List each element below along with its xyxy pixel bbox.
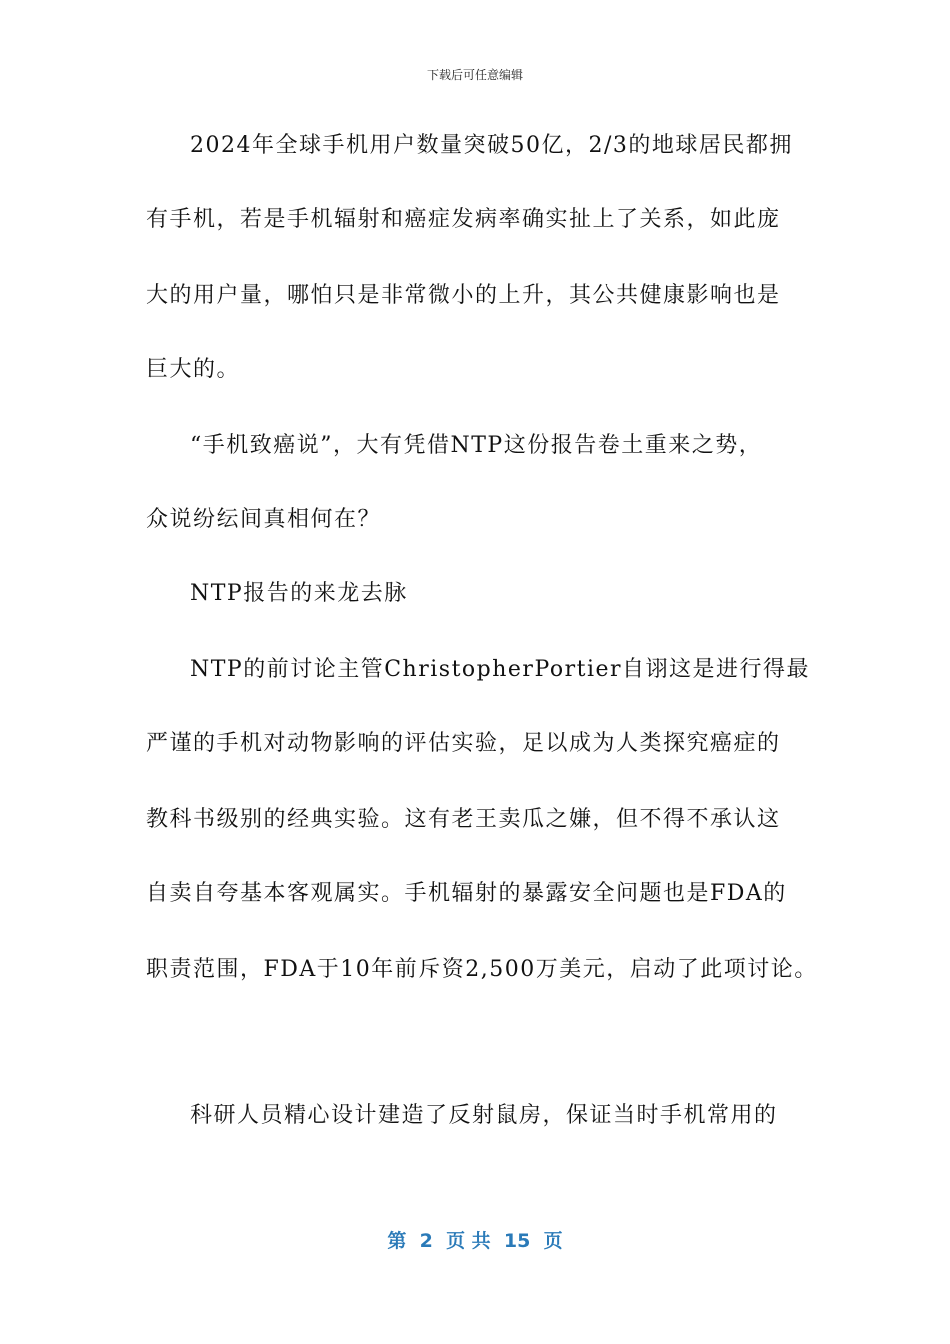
paragraph-3-line-4: 自卖自夸基本客观属实。手机辐射的暴露安全问题也是FDA的	[146, 881, 787, 906]
paragraph-2-line-1: “手机致癌说”，大有凭借NTP这份报告卷土重来之势，	[190, 433, 763, 458]
page-footer: 第 2 页 共 15 页	[387, 1230, 563, 1252]
paragraph-3-line-5: 职责范围，FDA于10年前斥资2,500万美元，启动了此项讨论。	[146, 957, 818, 982]
paragraph-1-line-4: 巨大的。	[146, 357, 241, 382]
paragraph-1-line-3: 大的用户量，哪怕只是非常微小的上升，其公共健康影响也是	[146, 283, 781, 308]
paragraph-1-line-2: 有手机，若是手机辐射和癌症发病率确实扯上了关系，如此庞	[146, 207, 781, 232]
paragraph-2-line-2: 众说纷纭间真相何在？	[146, 507, 382, 532]
paragraph-4-line-1: 科研人员精心设计建造了反射鼠房，保证当时手机常用的	[190, 1103, 778, 1128]
paragraph-3-line-2: 严谨的手机对动物影响的评估实验，足以成为人类探究癌症的	[146, 731, 781, 756]
paragraph-3-line-1: NTP的前讨论主管ChristopherPortier自诩这是进行得最	[190, 657, 811, 682]
page-header: 下载后可任意编辑	[426, 68, 523, 82]
paragraph-3-line-3: 教科书级别的经典实验。这有老王卖瓜之嫌，但不得不承认这	[146, 807, 781, 832]
paragraph-1-line-1: 2024年全球手机用户数量突破50亿，2/3的地球居民都拥	[190, 133, 793, 158]
section-heading: NTP报告的来龙去脉	[190, 581, 408, 606]
